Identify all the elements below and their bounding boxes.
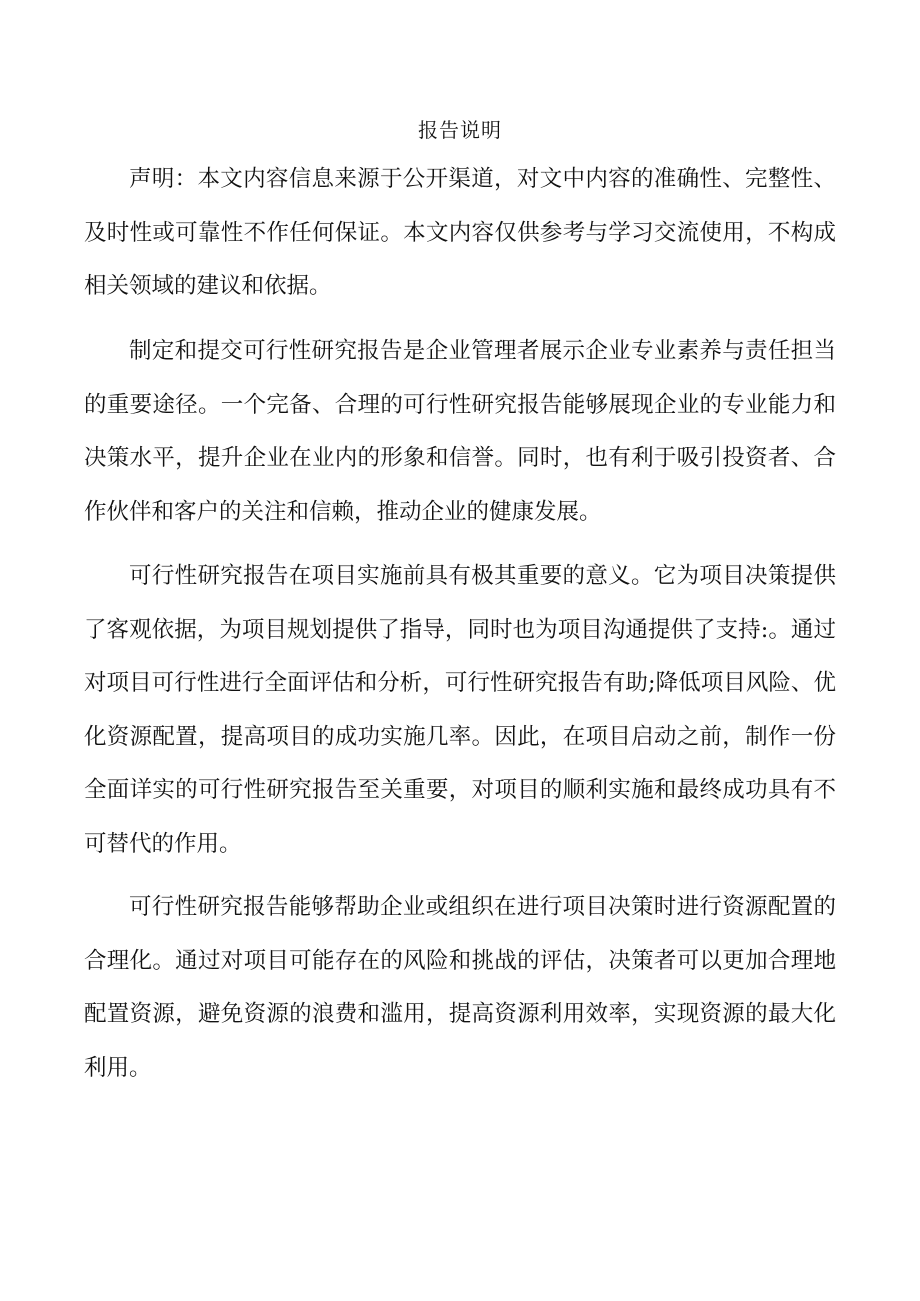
body-paragraph-3: 可行性研究报告能够帮助企业或组织在进行项目决策时进行资源配置的合理化。通过对项目可能存在的风险和挑战的评估，决策者可以更加合理地配置资源，避免资源的浪费和滥用，提高资源利用效率，实现资源的最大化利用。 xyxy=(84,894,836,1081)
disclaimer-paragraph: 声明：本文内容信息来源于公开渠道，对文中内容的准确性、完整性、及时性或可靠性不作任何保证。本文内容仅供参考与学习交流使用，不构成相关领域的建议和依据。 xyxy=(84,166,836,299)
page-title: 报告说明 xyxy=(418,118,502,142)
body-paragraph-1: 制定和提交可行性研究报告是企业管理者展示企业专业素养与责任担当的重要途径。一个完备、合理的可行性研究报告能够展现企业的专业能力和决策水平，提升企业在业内的形象和信誉。同时，也有利于吸引投资者、合作伙伴和客户的关注和信赖，推动企业的健康发展。 xyxy=(84,338,836,525)
body-paragraph-2: 可行性研究报告在项目实施前具有极其重要的意义。它为项目决策提供了客观依据，为项目规划提供了指导，同时也为项目沟通提供了支持:。通过对项目可行性进行全面评估和分析，可行性研究报告有助;降低项目风险、优化资源配置，提高项目的成功实施几率。因此，在项目启动之前，制作一份全面详实的可行性研究报告至关重要，对项目的顺利实施和最终成功具有不可替代的作用。 xyxy=(84,563,836,857)
